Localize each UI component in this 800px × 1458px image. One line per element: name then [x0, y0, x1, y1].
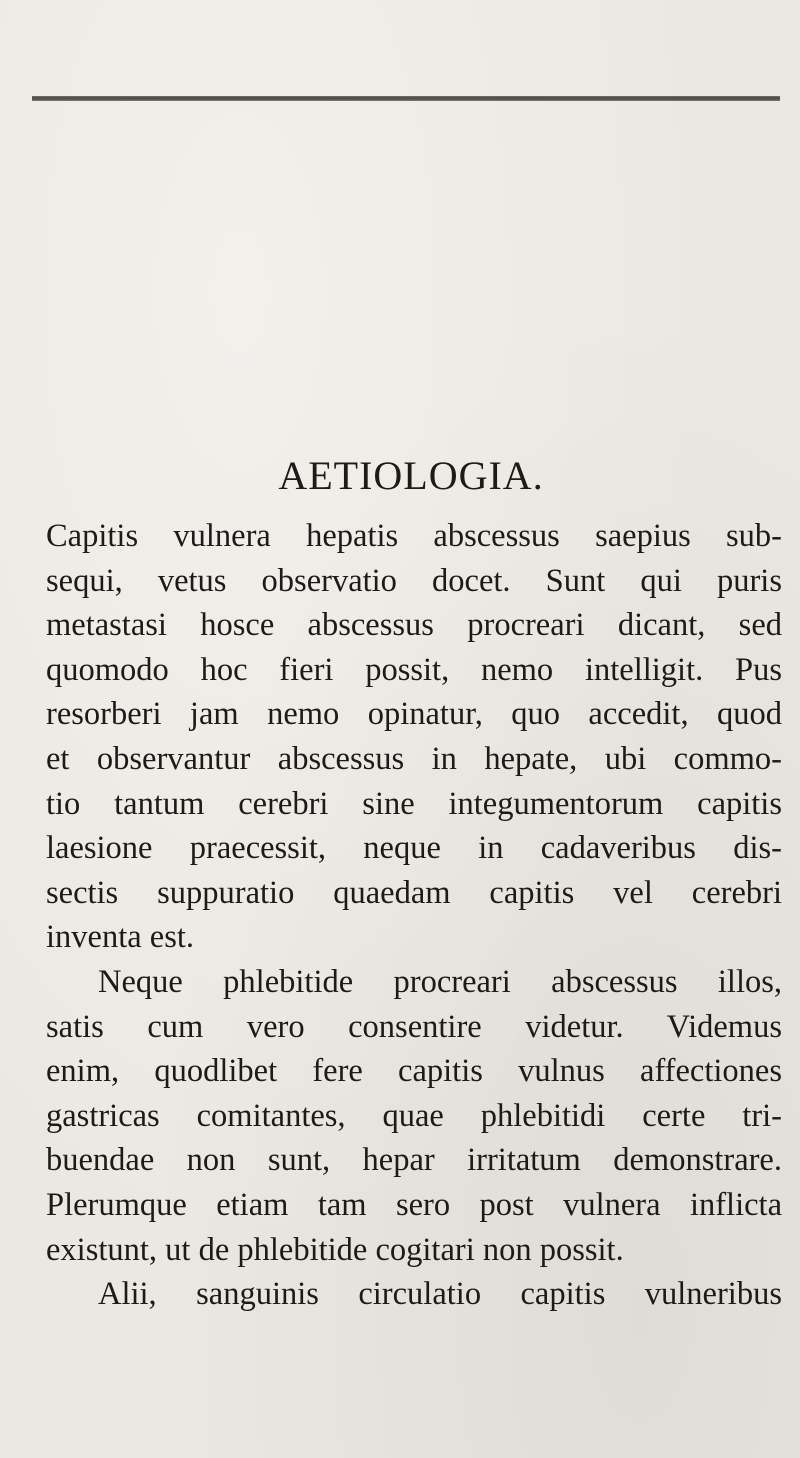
text-line: et observantur abscessus in hepate, ubi commo-: [46, 740, 782, 777]
text-line: Capitis vulnera hepatis abscessus saepius sub-: [46, 518, 782, 554]
text-line: Neque phlebitide procreari abscessus illos,: [98, 963, 782, 1000]
text-line: inventa est.: [46, 919, 195, 956]
text-line: gastricas comitantes, quae phlebitidi certe tri-: [46, 1097, 782, 1134]
text-line: quomodo hoc fieri possit, nemo intelligit. Pus: [46, 651, 782, 688]
text-line: laesione praecessit, neque in cadaveribus dis-: [46, 830, 782, 867]
text-line: satis cum vero consentire videtur. Videmus: [46, 1008, 782, 1045]
text-line: sectis suppuratio quaedam capitis vel cerebri: [46, 874, 782, 911]
text-line: resorberi jam nemo opinatur, quo accedit, quod: [46, 696, 782, 733]
body-text: [46, 514, 782, 1317]
text-line: enim, quodlibet fere capitis vulnus affectiones: [46, 1053, 782, 1090]
text-line: sequi, vetus observatio docet. Sunt qui puris: [46, 562, 782, 599]
text-line: Plerumque etiam tam sero post vulnera inflicta: [46, 1186, 782, 1223]
text-line: metastasi hosce abscessus procreari dicant, sed: [46, 607, 782, 644]
text-line: tio tantum cerebri sine integumentorum capitis: [46, 785, 782, 822]
text-line: existunt, ut de phlebitide cogitari non possit.: [46, 1231, 624, 1268]
page-title: AETIOLOGIA.: [278, 453, 544, 498]
text-line: buendae non sunt, hepar irritatum demonstrare.: [46, 1142, 782, 1179]
top-rule-divider: [32, 96, 780, 101]
text-line: Alii, sanguinis circulatio capitis vulneribus: [98, 1276, 782, 1313]
